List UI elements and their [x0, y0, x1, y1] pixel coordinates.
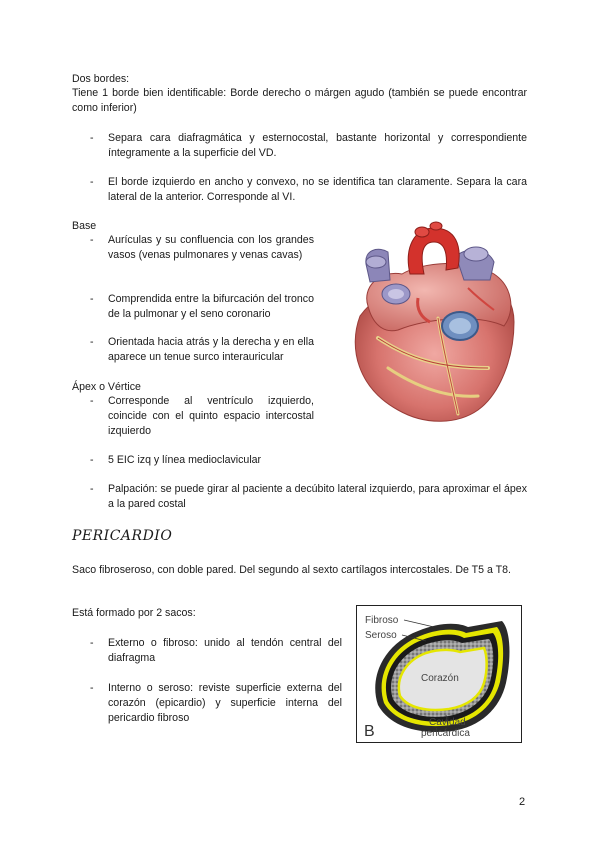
pericardium-diagram	[356, 605, 522, 743]
list-item: Corresponde al ventrículo izquierdo, coincide con el quinto espacio intercostal izquierdo	[108, 395, 314, 437]
list-item: 5 EIC izq y línea medioclavicular	[108, 454, 262, 466]
list-item: Interno o seroso: reviste superficie externa del corazón (epicardio) y superficie interna del pericardio fibroso	[108, 682, 342, 724]
panel-letter: B	[364, 723, 375, 740]
bullet-dash: -	[90, 293, 94, 305]
bullet-dash: -	[90, 682, 94, 694]
bullet-dash: -	[90, 132, 94, 144]
bullet-dash: -	[90, 395, 94, 407]
pericardio-formed: Está formado por 2 sacos:	[72, 607, 196, 619]
pericardio-intro: Saco fibroseroso, con doble pared. Del segundo al sexto cartílagos intercostales. De T5 a T8.	[72, 564, 511, 576]
section-title-bordes: Dos bordes:	[72, 73, 130, 85]
bullet-dash: -	[90, 454, 94, 466]
bullet-dash: -	[90, 336, 94, 348]
list-item: Palpación: se puede girar al paciente a decúbito lateral izquierdo, para aproximar el ápex a la pared costal	[108, 483, 527, 510]
list-item: Comprendida entre la bifurcación del tronco de la pulmonar y el seno coronario	[108, 293, 314, 320]
section-title-base: Base	[72, 220, 97, 232]
label-pericardica: pericárdica	[421, 728, 470, 739]
label-fibroso: Fibroso	[365, 615, 399, 626]
bullet-dash: -	[90, 234, 94, 246]
page-number: 2	[519, 796, 526, 808]
list-item: Aurículas y su confluencia con los grandes vasos (venas pulmonares y venas cavas)	[108, 234, 314, 261]
section-heading-pericardio: PERICARDIO	[72, 528, 173, 544]
label-corazon: Corazón	[421, 673, 459, 684]
list-item: Separa cara diafragmática y esternocostal, bastante horizontal y correspondiente íntegramente a la superficie del VD.	[108, 132, 527, 159]
bullet-dash: -	[90, 637, 94, 649]
list-item: Externo o fibroso: unido al tendón central del diafragma	[108, 637, 342, 664]
heart-illustration	[318, 218, 534, 430]
label-cavidad: Cavidad	[429, 717, 466, 728]
list-item: El borde izquierdo en ancho y convexo, no se identifica tan claramente. Separa la cara lateral de la anterior. Corresponde al VI.	[108, 176, 527, 203]
section-title-apex: Ápex o Vértice	[72, 381, 141, 393]
bullet-dash: -	[90, 176, 94, 188]
bullet-dash: -	[90, 483, 94, 495]
list-item: Orientada hacia atrás y la derecha y en ella aparece un tenue surco interauricular	[108, 336, 314, 363]
bordes-intro: Tiene 1 borde bien identificable: Borde derecho o márgen agudo (también se puede encontrar como inferior)	[72, 87, 527, 114]
label-seroso: Seroso	[365, 630, 397, 641]
